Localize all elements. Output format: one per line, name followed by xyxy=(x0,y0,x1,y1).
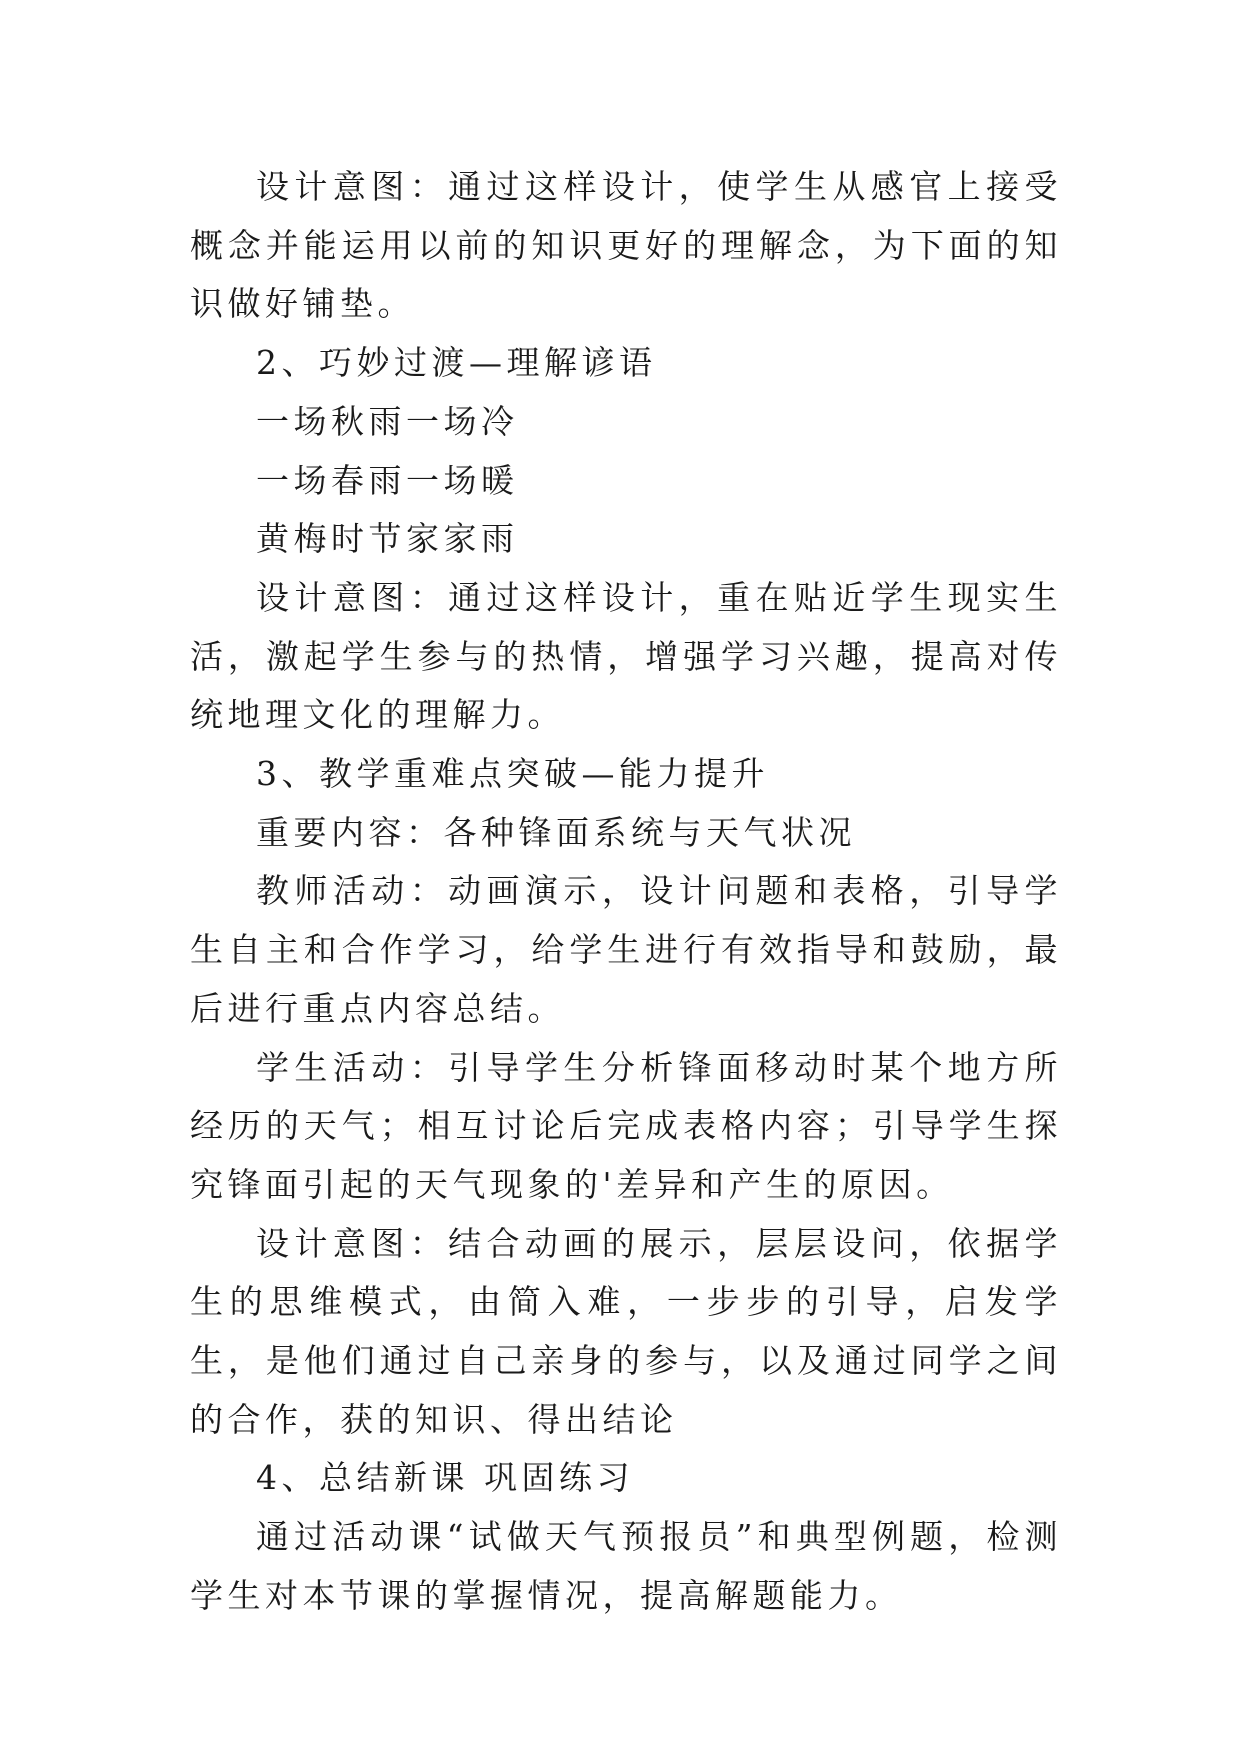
paragraph-design-intent-2: 设计意图：通过这样设计，重在贴近学生现实生活，激起学生参与的热情，增强学习兴趣，提高对传统地理文化的理解力。 xyxy=(190,577,1062,735)
paragraph-key-content: 重要内容：各种锋面系统与天气状况 xyxy=(256,812,856,852)
paragraph-summary-practice: 通过活动课“试做天气预报员”和典型例题，检测学生对本节课的掌握情况，提高解题能力。 xyxy=(190,1517,1062,1615)
paragraph-student-activity: 学生活动：引导学生分析锋面移动时某个地方所经历的天气；相互讨论后完成表格内容；引导学生探究锋面引起的天气现象的'差异和产生的原因。 xyxy=(190,1047,1062,1204)
document-body xyxy=(190,158,1062,1626)
heading-section-3: 3、教学重难点突破—能力提升 xyxy=(256,754,769,794)
paragraph-teacher-activity: 教师活动：动画演示，设计问题和表格，引导学生自主和合作学习，给学生进行有效指导和鼓励，最后进行重点内容总结。 xyxy=(190,871,1062,1028)
proverb-line-1: 一场秋雨一场冷 xyxy=(256,401,519,441)
paragraph-design-intent-3: 设计意图：结合动画的展示，层层设问，依据学生的思维模式，由简入难，一步步的引导，启发学生，是他们通过自己亲身的参与，以及通过同学之间的合作，获的知识、得出结论 xyxy=(190,1223,1062,1439)
proverb-line-2: 一场春雨一场暖 xyxy=(256,460,519,500)
proverb-line-3: 黄梅时节家家雨 xyxy=(256,519,519,559)
paragraph-design-intent-1: 设计意图：通过这样设计，使学生从感官上接受概念并能运用以前的知识更好的理解念，为下面的知识做好铺垫。 xyxy=(190,167,1062,324)
heading-section-4: 4、总结新课 巩固练习 xyxy=(256,1458,634,1498)
heading-section-2: 2、巧妙过渡—理解谚语 xyxy=(256,343,657,383)
